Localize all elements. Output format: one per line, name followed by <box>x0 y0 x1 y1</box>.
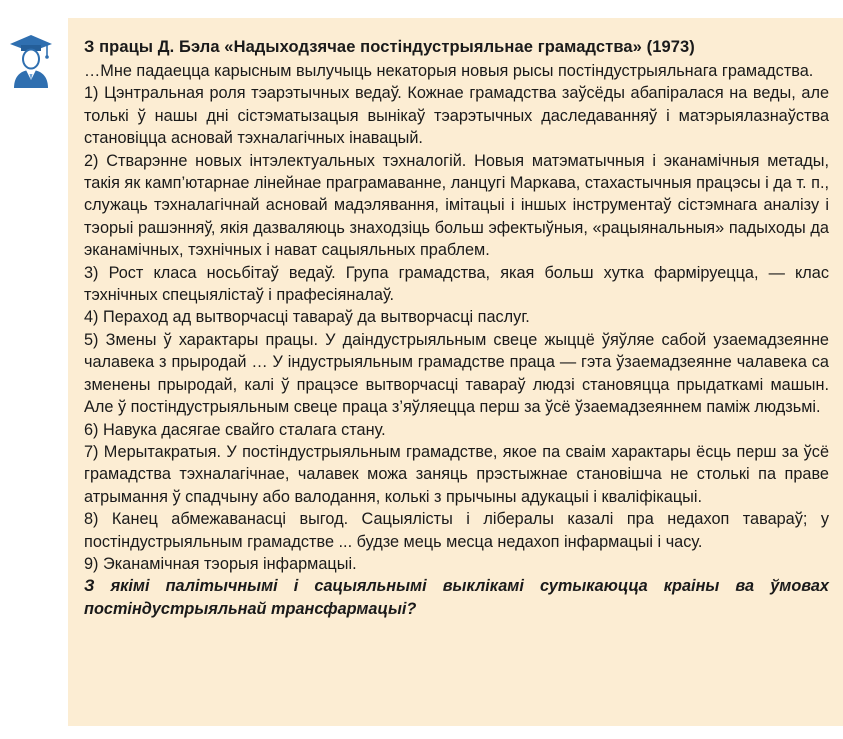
paragraph-item-3: 3) Рост класа носьбітаў ведаў. Група грамадства, якая больш хутка фарміруецца, — клас тэхнічных спецыялістаў і прафесіяналаў. <box>84 263 829 305</box>
paragraph-item-4: 4) Пераход ад вытворчасці тавараў да вытворчасці паслуг. <box>84 308 530 327</box>
student-graduate-icon <box>6 30 56 90</box>
document-title: З працы Д. Бэла «Надыходзячае постіндустрыяльнае грамадства» (1973) <box>84 38 695 56</box>
discussion-question: З якімі палітычнымі і сацыяльнымі выклікамі сутыкаюцца краіны ва ўмовах постіндустрыяльнай трансфармацыі? <box>84 577 829 618</box>
paragraph-item-1: 1) Цэнтральная роля тэарэтычных ведаў. Кожнае грамадства заўсёды абапіралася на веды, але толькі ў нашы дні сістэматызацыя вынікаў тэарэтычных даследаванняў і матэрыялазнаўства становіцца асновай тэхналагічных інавацый. <box>84 84 829 148</box>
paragraph-item-2: 2) Стварэнне новых інтэлектуальных тэхналогій. Новыя матэматычныя і эканамічныя метады, такія як камп’ютарнае лінейнае праграмаванне, ланцугі Маркава, стахастычныя працэсы і да т. п., служаць тэхналагічнай асновай мадэлявання, імітацыі і іншых інструментаў сістэмнага аналізу і тэорыі рашэнняў, якія дазваляюць знаходзіць больш эфектыўныя, «рацыянальныя» падыходы да эканамічных, тэхнічных і нават сацыяльных праблем. <box>84 151 829 260</box>
paragraph-item-6: 6) Навука дасягае свайго сталага стану. <box>84 420 386 439</box>
paragraph-item-5: 5) Змены ў характары працы. У даіндустрыяльным свеце жыццё ўяўляе сабой узаемадзеянне чалавека з прыродай … У індустрыяльным грамадстве праца — гэта ўзаемадзеянне чалавека са зменены прыродай, калі ў працэсе вытворчасці тавараў людзі становяцца прыдаткамі машын. Але ў постіндустрыяльным свеце праца з’яўляецца перш за ўсё ўзаемадзеяннем паміж людзьмі. <box>84 330 829 417</box>
paragraph-intro: …Мне падаецца карысным вылучыць некаторыя новыя рысы постіндустрыяльнага грамадства. <box>84 62 814 80</box>
paragraph-item-8: 8) Канец абмежаванасці выгод. Сацыялісты і лібералы казалі пра недахоп тавараў; у постіндустрыяльным грамадстве ... будзе мець месца недахоп інфармацыі і часу. <box>84 510 829 551</box>
document-panel <box>68 18 843 726</box>
paragraph-item-9: 9) Эканамічная тэорыя інфармацыі. <box>84 554 357 573</box>
document-body <box>84 60 829 575</box>
paragraph-item-7: 7) Мерытакратыя. У постіндустрыяльным грамадстве, якое па сваім характары ёсць перш за ўсё грамадства тэхналагічнае, чалавек можа заняць прэстыжнае становішча не столькі па праве атрымання ў спадчыну або валодання, колькі з прычыны адукацыі і кваліфікацыі. <box>84 442 829 506</box>
